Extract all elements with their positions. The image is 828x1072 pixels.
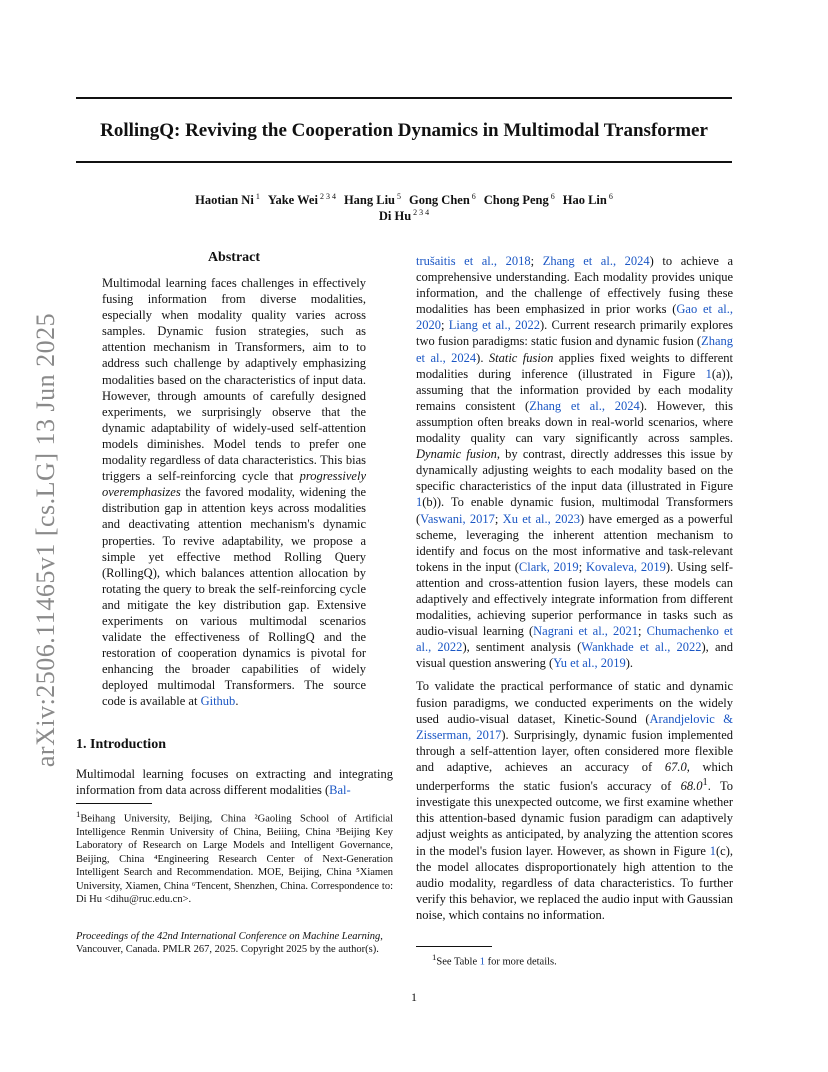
footnote-rule: [76, 803, 152, 804]
emphasis-text: Dynamic fusion: [416, 447, 497, 462]
body-text: ). Using self-attention and cross-attention fusion layers, these models can adaptively and effectively integrate information from different modalities, achieving superior performance in tasks such as audio-visual learning (: [416, 559, 733, 639]
abstract-body: Multimodal learning faces challenges in effectively fusing information from diverse modalities, especially when modality quality varies across samples. Dynamic fusion strategies, such as attention mechanism in Transformers, aim to to address such challenge by adaptively emphasizing modalities based on the characteristics of input data. However, through amounts of carefully designed experiments, we surprisingly observe that the dynamic adaptability of widely-used self-attention models diminishes. Model tends to prefer one modality regardless of data characteristics. This bias triggers a self-reinforcing cycle that progressively overemphasizes the favored modality, widening the distribution gap in attention keys across modalities and deactivating attention mechanism's dynamic properties. To revive adaptability, we propose a simple yet effective method Rolling Query (RollingQ), which balances attention allocation by rotating the query to break the self-reinforcing cycle and mitigate the key distribution gap. Extensive experiments on various multimodal scenarios validate the effectiveness of RollingQ and the restoration of cooperation dynamics is pivotal for enhancing the broader capabilities of widely deployed multimodal Transformers. The source code is available at Github.: [102, 276, 366, 709]
emphasis-text: Static fusion: [488, 350, 554, 365]
citation-link[interactable]: Zhang et al., 2024: [416, 334, 733, 365]
citation-link[interactable]: 1: [705, 366, 712, 381]
body-text: ), sentiment analysis (: [462, 640, 582, 655]
citation-link[interactable]: 1: [709, 843, 716, 858]
body-text: ;: [494, 511, 503, 526]
body-text: ). Current research primarily explores two fusion paradigms: static fusion and dynamic fusion (: [416, 318, 733, 349]
author-affiliation-mark: 6: [606, 192, 613, 201]
author-affiliation-mark: 2 3 4: [317, 192, 336, 201]
body-text: , by contrast, directly addresses this issue by dynamically adjusting weights to each modality based on the specific characteristics of the input data (illustrated in Figure: [416, 447, 733, 494]
body-text: . To investigate this unexpected outcome, we first examine whether this attention-based dynamic fusion paradigm can adaptively adjust weights as anticipated, by analyzing the attention scores in the model's fusion layer. However, as shown in Figure: [416, 779, 733, 858]
footnote-mark: 1: [702, 777, 708, 788]
body-text: To validate the practical performance of static and dynamic fusion paradigms, we conducted experiments on the widely used audio-visual dataset, Kinetic-Sound (: [416, 679, 733, 726]
body-text: ).: [625, 656, 633, 671]
emphasis-text: 67.0: [664, 759, 687, 774]
citation-link[interactable]: Liang et al., 2022: [448, 318, 540, 333]
author-affiliation-mark: 6: [548, 192, 555, 201]
author-list: [76, 192, 732, 208]
section-heading-introduction: 1. Introduction: [76, 737, 166, 752]
author-list-continued: [76, 208, 732, 224]
body-text: (c), the model allocates disproportionately high attention to the audio modality, regardless of data characteristics. To further verify this behavior, we replaced the audio input with Gaussian noise, which contains no information.: [416, 843, 733, 922]
author-affiliation-mark: 2 3 4: [411, 208, 430, 217]
body-text: ). Surprisingly, dynamic fusion implemented through a self-attention layer, often considered more flexible and adaptive, achieves an accuracy of: [416, 727, 733, 774]
author-affiliation-mark: 5: [395, 192, 401, 201]
author-name: Hang Liu $^5$: [343, 192, 401, 208]
body-text: ;: [441, 318, 449, 333]
author-name: Haotian Ni $^1$: [195, 192, 260, 208]
author-name: Yake Wei $^{2 3 4}$: [267, 192, 336, 208]
title-bottom-rule: [76, 161, 732, 163]
page-number: 1: [411, 990, 417, 1004]
citation-link[interactable]: Xu et al., 2023: [502, 511, 581, 526]
citation-link[interactable]: Bal-: [329, 783, 351, 798]
author-affiliation-mark: 6: [469, 192, 476, 201]
affiliation-footnote: $^1$Beihang University, Beijing, China ²Gaoling School of Artificial Intelligence Renmin University of China, Beiiing, China ³Beijing Key Laboratory of Research on Large Models and Intelligent Governance, Beijing, China ⁴Engineering Research Center of Next-Generation Intelligent Search and Recommendation. MOE, Beijing, China ⁵Xiamen University, Xiamen, China ⁶Tencent, Shenzhen, China. Correspondence to: Di Hu <dihu@ruc.edu.cn>.: [76, 809, 393, 905]
emphasis-text: 68.0: [680, 779, 703, 794]
proceedings-note: Proceedings of the 42nd International Conference on Machine Learning, Vancouver, Canada. PMLR 267, 2025. Copyright 2025 by the author(s).: [76, 931, 383, 956]
citation-link[interactable]: 1: [416, 495, 423, 510]
citation-link[interactable]: Vaswani, 2017: [420, 511, 495, 526]
citation-link[interactable]: Clark, 2019: [518, 559, 579, 574]
body-text: ;: [578, 559, 587, 574]
citation-link[interactable]: Zhang et al., 2024: [529, 398, 640, 413]
body-text: ), and visual question answering (: [416, 640, 733, 671]
right-column-text: [416, 253, 733, 923]
citation-link[interactable]: Gao et al., 2020: [416, 302, 734, 333]
citation-link[interactable]: Nagrani et al., 2021: [533, 624, 639, 639]
introduction-text: Multimodal learning focuses on extracting and integrating information from data across different modalities (Bal-: [76, 767, 393, 798]
footnote-table-reference: $^1$See Table 1 for more details.: [432, 952, 557, 968]
author-name: Hao Lin $^6$: [562, 192, 613, 208]
arxiv-identifier: arXiv:2506.11465v1 [cs.LG] 13 Jun 2025: [31, 312, 60, 768]
citation-link[interactable]: trušaitis et al., 2018: [416, 254, 531, 268]
citation-link[interactable]: Kovaleva, 2019: [586, 559, 666, 574]
footnote-rule-right: [416, 946, 492, 947]
body-text: , which underperforms the static fusion's accuracy of: [416, 759, 733, 794]
body-text: ;: [530, 254, 543, 268]
body-text: ) to achieve a comprehensive understanding. Each modality provides unique information, and the challenge of effectively fusing these modalities has been emphasized in prior works (: [416, 254, 733, 317]
github-link[interactable]: Github: [200, 694, 236, 709]
body-text: ) have emerged as a powerful scheme, leveraging the inherent attention mechanism to identify and focus on the most informative and task-relevant tokens in the input (: [416, 511, 733, 574]
author-name: Di Hu $^{2 3 4}$: [378, 208, 430, 224]
title-top-rule: [76, 97, 732, 99]
citation-link[interactable]: Yu et al., 2019: [553, 656, 626, 671]
paragraph: [416, 678, 733, 923]
citation-link[interactable]: Arandjelovic & Zisserman, 2017: [416, 711, 733, 742]
author-affiliation-mark: 1: [253, 192, 260, 201]
paper-title: RollingQ: Reviving the Cooperation Dynamics in Multimodal Transformer: [100, 120, 708, 141]
body-text: (a)), assuming that the information provided by each modality remains consistent (: [416, 366, 733, 413]
citation-link[interactable]: Wankhade et al., 2022: [581, 640, 702, 655]
citation-link[interactable]: Chumachenko et al., 2022: [416, 624, 733, 655]
author-name: Gong Chen $^6$: [409, 192, 476, 208]
citation-link[interactable]: Zhang et al., 2024: [542, 254, 650, 268]
body-text: applies fixed weights to different modalities during inference (illustrated in Figure: [416, 350, 733, 381]
abstract-heading: Abstract: [207, 250, 261, 265]
author-name: Chong Peng $^6$: [483, 192, 555, 208]
body-text: (b)). To enable dynamic fusion, multimodal Transformers (: [416, 495, 733, 526]
body-text: ;: [638, 624, 647, 639]
table-link[interactable]: 1: [479, 956, 486, 968]
paragraph: [416, 253, 733, 671]
body-text: ). However, this assumption often breaks down in real-world scenarios, where modality quality can vary significantly across samples.: [416, 398, 733, 446]
body-text: ).: [476, 350, 489, 365]
